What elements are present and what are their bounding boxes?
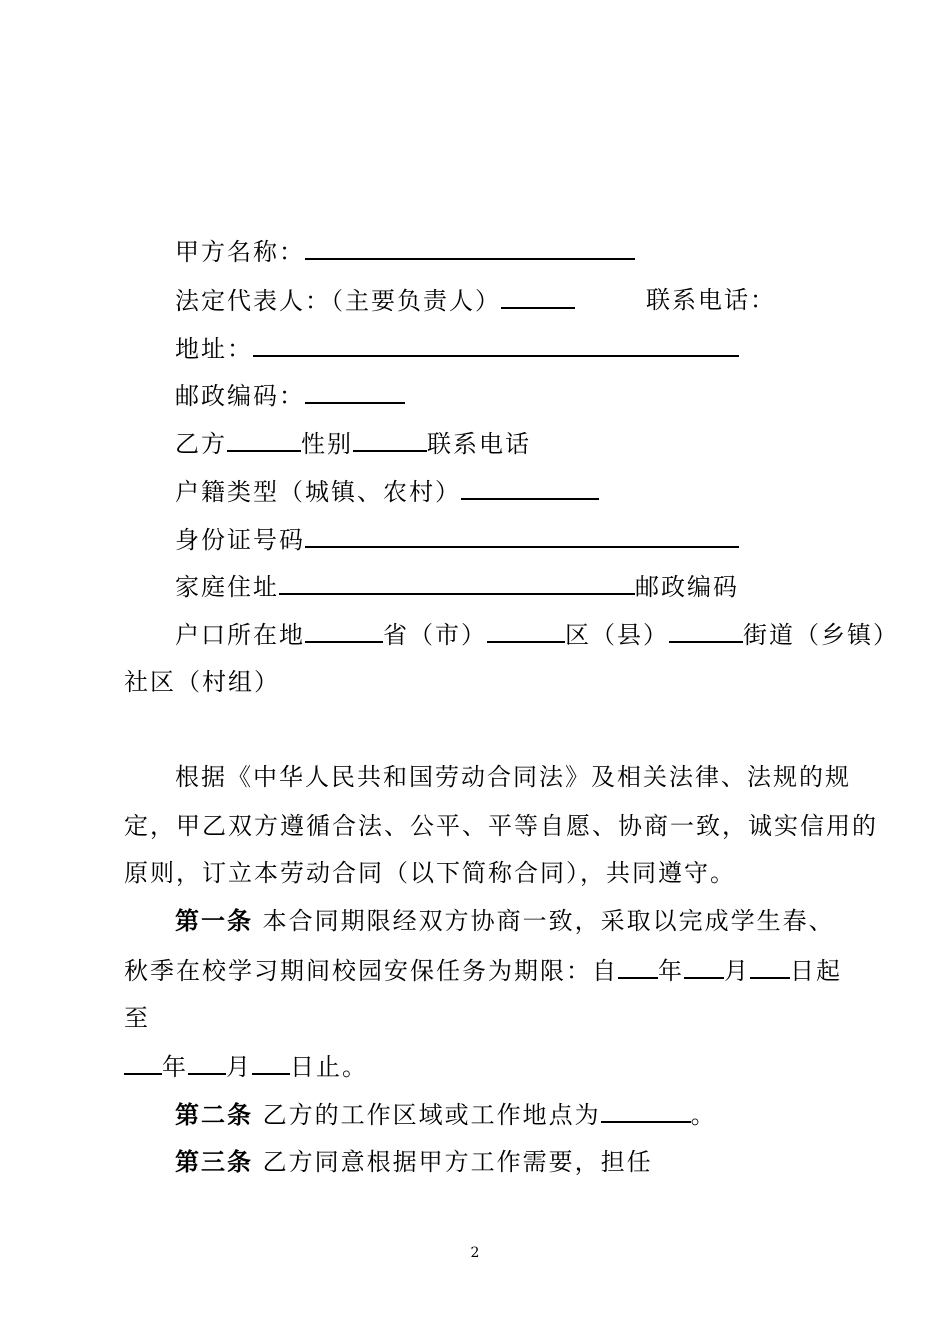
article-3-title: 第三条	[175, 1147, 253, 1176]
work-location-blank[interactable]	[601, 1099, 691, 1123]
legal-rep-row	[175, 285, 575, 316]
article-2-line	[175, 1099, 717, 1130]
start-day-blank[interactable]	[750, 955, 790, 979]
preamble-line-3: 原则，订立本劳动合同（以下简称合同），共同遵守。	[124, 859, 736, 887]
home-address-blank[interactable]	[279, 571, 635, 595]
page-number: 2	[470, 1245, 480, 1261]
household-type-blank[interactable]	[461, 476, 599, 500]
home-address-row	[175, 571, 739, 602]
gender-label: 性别	[301, 430, 353, 458]
preamble-line-1: 根据《中华人民共和国劳动合同法》及相关法律、法规的规	[175, 763, 851, 791]
id-number-label: 身份证号码	[175, 526, 305, 554]
legal-rep-label: 法定代表人：（主要负责人）	[175, 287, 501, 315]
end-month-blank[interactable]	[188, 1051, 226, 1075]
district-label: 区（县）	[565, 621, 669, 649]
preamble-line-2: 定，甲乙双方遵循合法、公平、平等自愿、协商一致，诚实信用的	[124, 812, 878, 840]
end-year-blank[interactable]	[124, 1051, 162, 1075]
end-month-label: 月	[226, 1053, 252, 1081]
article-3-line	[175, 1147, 653, 1177]
household-type-row	[175, 476, 599, 507]
article-1-line-1	[175, 906, 835, 936]
address-blank[interactable]	[253, 333, 739, 357]
party-b-row	[175, 428, 531, 459]
party-a-phone-row	[646, 285, 776, 315]
end-day-label: 日止。	[290, 1053, 368, 1081]
start-year-label: 年	[658, 957, 684, 985]
party-b-postal-label: 邮政编码	[635, 573, 739, 601]
start-month-label: 月	[724, 957, 750, 985]
id-number-row	[175, 524, 739, 555]
party-a-name-row	[175, 236, 635, 267]
party-b-phone-label: 联系电话	[427, 430, 531, 458]
article-1-line-3	[124, 1003, 150, 1033]
end-year-label: 年	[162, 1053, 188, 1081]
start-month-blank[interactable]	[684, 955, 724, 979]
party-a-name-blank[interactable]	[305, 236, 635, 260]
article-1-term-text: 秋季在校学习期间校园安保任务为期限：自	[124, 957, 618, 985]
end-day-blank[interactable]	[252, 1051, 290, 1075]
article-1-title: 第一条	[175, 906, 253, 935]
party-a-name-label: 甲方名称：	[175, 238, 305, 266]
address-row	[175, 333, 739, 364]
party-a-postal-row	[175, 380, 405, 411]
gender-blank[interactable]	[353, 428, 427, 452]
address-label: 地址：	[175, 335, 253, 363]
id-number-blank[interactable]	[305, 524, 739, 548]
start-day-label: 日起	[790, 957, 842, 985]
community-row	[124, 667, 280, 697]
home-address-label: 家庭住址	[175, 573, 279, 601]
province-blank[interactable]	[305, 619, 383, 643]
district-blank[interactable]	[487, 619, 565, 643]
party-b-name-blank[interactable]	[227, 428, 301, 452]
party-b-label: 乙方	[175, 430, 227, 458]
party-a-phone-label: 联系电话：	[646, 286, 776, 314]
article-1-line-4	[124, 1051, 368, 1082]
street-label: 街道（乡镇）	[743, 621, 899, 649]
street-blank[interactable]	[669, 619, 743, 643]
article-3-text: 乙方同意根据甲方工作需要，担任	[262, 1148, 653, 1176]
article-1-line-2	[124, 955, 842, 986]
article-2-title: 第二条	[175, 1100, 253, 1129]
province-label: 省（市）	[383, 621, 487, 649]
legal-rep-blank[interactable]	[501, 285, 575, 309]
community-label: 社区（村组）	[124, 668, 280, 696]
party-a-postal-label: 邮政编码：	[175, 382, 305, 410]
article-2-text: 乙方的工作区域或工作地点为	[262, 1101, 601, 1129]
household-type-label: 户籍类型（城镇、农村）	[175, 478, 461, 506]
article-2-end: 。	[690, 1101, 717, 1129]
start-year-blank[interactable]	[618, 955, 658, 979]
article-1-text: 本合同期限经双方协商一致，采取以完成学生春、	[262, 907, 835, 935]
to-label: 至	[124, 1004, 150, 1032]
party-a-postal-blank[interactable]	[305, 380, 405, 404]
residence-row	[175, 619, 899, 650]
residence-label: 户口所在地	[175, 621, 305, 649]
